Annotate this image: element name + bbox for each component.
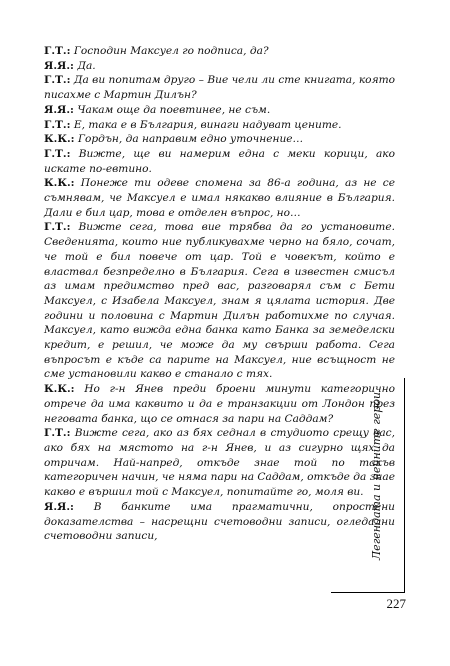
speech-text: Господин Максуел го подписа, да? xyxy=(73,45,269,57)
dialogue-paragraph xyxy=(44,44,395,59)
speaker-label: Я.Я.: xyxy=(44,500,74,513)
dialogue-paragraph xyxy=(44,176,395,220)
speech-text: Вижте сега, ако аз бях седнал в студиото срещу вас, ако бях на мястото на г-н Янев, и аз сигурно щях да отричам. Най-напред, откъде знае той по такъв категоричен начин, че няма пари на Саддам, откъде да знае какво е вършил той с Максуел, попитайте го, моля ви. xyxy=(44,427,395,499)
speech-text: В банките има прагматични, опростени доказателства – насрещни счетоводни записи, огледални счетоводни записи, xyxy=(44,500,395,543)
footer-rule xyxy=(331,592,405,593)
speech-text: Да. xyxy=(77,59,96,72)
speaker-label: К.К.: xyxy=(44,133,75,146)
speech-text: Да ви попитам друго – Вие чели ли сте книгата, която писахме с Мартин Дилън? xyxy=(44,74,396,102)
speaker-label: К.К.: xyxy=(44,177,75,190)
speech-text: Понеже ти одеве спомена за 86-а година, аз не се съмнявам, че Максуел е имал някакво влияние в България. Дали е бил цар, това е отделен въпрос, но… xyxy=(44,177,395,219)
speaker-label: Я.Я.: xyxy=(44,103,74,116)
dialogue-paragraph xyxy=(44,147,395,176)
speech-text: Е, така е в България, винаги надуват цените. xyxy=(73,118,342,131)
dialogue-paragraph xyxy=(44,118,395,133)
dialogue-paragraph xyxy=(44,132,395,147)
body-text xyxy=(44,44,395,544)
dialogue-paragraph xyxy=(44,103,395,118)
margin-rule-vertical xyxy=(404,378,405,593)
speech-text: Но г-н Янев преди броени минути категорично отрече да има каквито и да е транзакции от Лондон през неговата банка, що се отнася за пари на Саддам? xyxy=(44,383,395,425)
speaker-label: Я.Я.: xyxy=(44,59,74,72)
speaker-label: Г.Т.: xyxy=(44,74,71,87)
speaker-label: Г.Т.: xyxy=(44,427,71,440)
dialogue-paragraph xyxy=(44,426,395,500)
speaker-label: К.К.: xyxy=(44,383,75,396)
speaker-label: Г.Т.: xyxy=(44,45,71,57)
dialogue-paragraph xyxy=(44,73,395,102)
speech-text: Чакам още да поевтинее, не съм. xyxy=(77,103,271,116)
dialogue-paragraph xyxy=(44,220,395,382)
speech-text: Вижте сега, това вие трябва да го установите. Сведенията, които ние публикувахме черно на бяло, сочат, че той е бил повече от цар. Той е човекът, който е властвал безпределно в България. Сега в известен смисъл аз имам предимство пред вас, разговарял съм с Бети Максуел, с Изабела Максуел, знам я цялата история. Две години и половина с Мартин Дилън работихме по случая. Максуел, като вижда една банка като Банка за земеделски кредит, е решил, че може да му свърши работа. Сега въпросът е къде са парите на Максуел, ние всъщност не сме установили какво е станало с тях. xyxy=(44,221,395,381)
dialogue-paragraph xyxy=(44,500,395,544)
page-number: 227 xyxy=(386,596,406,611)
speech-text: Гордън, да направим едно уточнение… xyxy=(77,133,304,146)
speaker-label: Г.Т.: xyxy=(44,118,71,131)
dialogue-paragraph xyxy=(44,382,395,426)
dialogue-paragraph xyxy=(44,59,395,74)
running-title: Легендата и нейните герои xyxy=(370,391,383,560)
speaker-label: Г.Т.: xyxy=(44,147,71,160)
speaker-label: Г.Т.: xyxy=(44,221,71,234)
speech-text: Вижте, ще ви намерим една с меки корици, ако искате по-евтино. xyxy=(44,147,395,175)
